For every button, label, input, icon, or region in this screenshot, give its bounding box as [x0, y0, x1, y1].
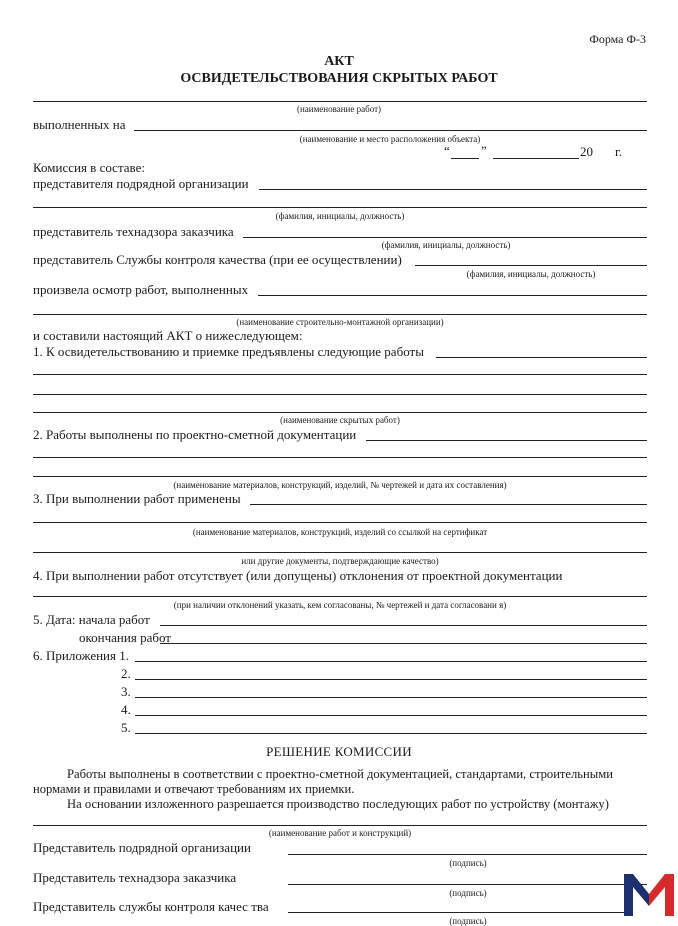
- appendix-3-label: 3.: [121, 684, 131, 699]
- start-date-field[interactable]: [160, 625, 647, 626]
- inspected-field[interactable]: [258, 295, 647, 296]
- sign-hint-2: (подпись): [449, 888, 487, 898]
- object-field[interactable]: [134, 130, 647, 131]
- item-4-label: 4. При выполнении работ отсутствует (или допущены) отклонения от проектной документации: [33, 568, 563, 583]
- compiled-label: и составили настоящий АКТ о нижеследующем:: [33, 328, 303, 343]
- work-name-field[interactable]: [33, 101, 647, 102]
- decision-text-1: Работы выполнены в соответствии с проектно-сметной документацией, стандартами, строительными: [67, 767, 613, 781]
- item-1-label: 1. К освидетельствованию и приемке предъявлены следующие работы: [33, 344, 424, 359]
- sig-contractor-field[interactable]: [288, 854, 647, 855]
- item-3-field[interactable]: [250, 504, 647, 505]
- commission-label: Комиссия в составе:: [33, 160, 145, 175]
- rep-tech-field[interactable]: [243, 237, 647, 238]
- rep-quality-field[interactable]: [415, 265, 647, 266]
- sig-quality-field[interactable]: [288, 912, 624, 913]
- sig-contractor-label: Представитель подрядной организации: [33, 840, 251, 855]
- item-1-field-3[interactable]: [33, 394, 647, 395]
- appendix-2-label: 2.: [121, 666, 131, 681]
- item-1-field-2[interactable]: [33, 374, 647, 375]
- appendix-2-field[interactable]: [135, 679, 647, 680]
- appendix-1-field[interactable]: [135, 661, 647, 662]
- logo-left-stroke: [624, 874, 649, 916]
- brand-logo-icon: [624, 868, 674, 916]
- rep-tech-label: представитель технадзора заказчика: [33, 224, 234, 239]
- year-prefix: 20: [580, 144, 593, 159]
- item-2-label: 2. Работы выполнены по проектно-сметной документации: [33, 427, 357, 442]
- date-quote-close: ”: [481, 143, 487, 158]
- decision-text-3: На основании изложенного разрешается производство последующих работ по устройству (монтажу): [67, 797, 609, 811]
- object-hint: (наименование и место расположения объекта): [299, 134, 481, 144]
- rep-contractor-label: представителя подрядной организации: [33, 176, 249, 191]
- item-2-field-3[interactable]: [33, 476, 647, 477]
- sign-hint-1: (подпись): [449, 858, 487, 868]
- rep-contractor-field-2[interactable]: [33, 207, 647, 208]
- work-name-hint: (наименование работ): [296, 104, 382, 114]
- form-number: Форма Ф-3: [589, 32, 646, 46]
- end-date-field[interactable]: [160, 643, 647, 644]
- appendix-4-label: 4.: [121, 702, 131, 717]
- fio-hint-1: (фамилия, инициалы, должность): [275, 211, 405, 221]
- fio-hint-3: (фамилия, инициалы, должность): [466, 269, 596, 279]
- works-constr-hint: (наименование работ и конструкций): [268, 828, 412, 838]
- org-hint: (наименование строительно-монтажной организации): [236, 317, 444, 327]
- end-date-label: окончания работ: [79, 630, 171, 645]
- appendix-5-label: 5.: [121, 720, 131, 735]
- item-6-label: 6. Приложения 1.: [33, 648, 129, 663]
- date-day-field[interactable]: [451, 158, 479, 159]
- done-on-label: выполненных на: [33, 117, 126, 132]
- doc-title: АКТ: [324, 54, 354, 69]
- logo-right-stroke: [649, 874, 674, 916]
- rep-quality-label: представитель Службы контроля качества (при ее осуществлении): [33, 252, 402, 267]
- decision-title: РЕШЕНИЕ КОМИССИИ: [266, 744, 412, 759]
- org-field[interactable]: [33, 314, 647, 315]
- item-5-label: 5. Дата: начала работ: [33, 612, 150, 627]
- item-3-field-3[interactable]: [33, 552, 647, 553]
- item-2-field-2[interactable]: [33, 457, 647, 458]
- appendix-5-field[interactable]: [135, 733, 647, 734]
- item-3-label: 3. При выполнении работ применены: [33, 491, 241, 506]
- item-2-field[interactable]: [366, 440, 647, 441]
- sig-quality-label: Представитель службы контроля качес тва: [33, 899, 269, 914]
- item-3-field-2[interactable]: [33, 522, 647, 523]
- doc-subtitle: ОСВИДЕТЕЛЬСТВОВАНИЯ СКРЫТЫХ РАБОТ: [180, 71, 498, 86]
- item-1-field-4[interactable]: [33, 412, 647, 413]
- appendix-4-field[interactable]: [135, 715, 647, 716]
- sig-tech-field[interactable]: [288, 884, 647, 885]
- item-1-field[interactable]: [436, 357, 647, 358]
- appendix-3-field[interactable]: [135, 697, 647, 698]
- date-quote-open: “: [444, 143, 450, 158]
- decision-text-2: нормами и правилами и отвечают требованиям их приемки.: [33, 782, 355, 796]
- date-month-field[interactable]: [493, 158, 579, 159]
- fio-hint-2: (фамилия, инициалы, должность): [381, 240, 511, 250]
- rep-contractor-field[interactable]: [259, 189, 647, 190]
- docs-hint: или другие документы, подтверждающие качество): [241, 556, 439, 566]
- sig-tech-label: Представитель технадзора заказчика: [33, 870, 237, 885]
- year-suffix: г.: [615, 144, 623, 159]
- sign-hint-3: (подпись): [449, 916, 487, 926]
- hidden-works-hint: (наименование скрытых работ): [280, 415, 400, 425]
- item-4-field[interactable]: [33, 596, 647, 597]
- materials-hint: (наименование материалов, конструкций, изделий, № чертежей и дата их составления): [173, 480, 507, 490]
- cert-hint: (наименование материалов, конструкций, изделий со ссылкой на сертификат: [192, 527, 488, 537]
- deviations-hint: (при наличии отклонений указать, кем согласованы, № чертежей и дата согласовани я): [173, 600, 507, 610]
- inspected-label: произвела осмотр работ, выполненных: [33, 282, 249, 297]
- works-constr-field[interactable]: [33, 825, 647, 826]
